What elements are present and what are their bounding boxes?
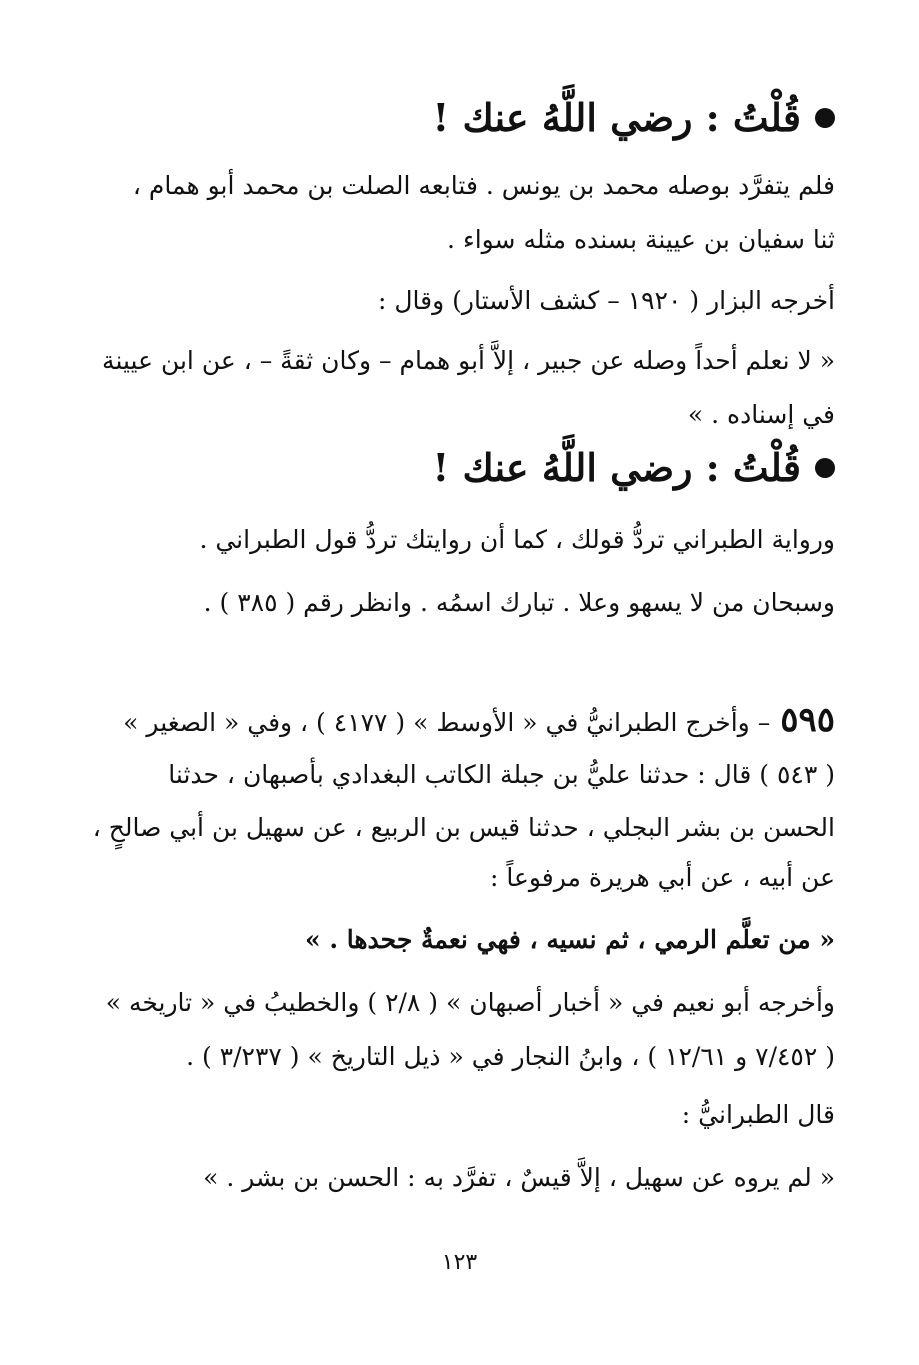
hadith-text: « من تعلَّم الرمي ، ثم نسيه ، فهي نعمةٌ جحدها . » (305, 925, 835, 954)
entry-number: ٥٩٥ (780, 700, 835, 740)
page-number: ١٢٣ (441, 1250, 478, 1275)
text-line: فلم يتفرَّد بوصله محمد بن يونس . فتابعه الصلت بن محمد أبو همام ، (132, 171, 835, 200)
text-line: في إسناده . » (687, 400, 835, 429)
text-line: أخرجه البزار ( ١٩٢٠ – كشف الأستار) وقال : (378, 286, 835, 315)
text-line: ثنا سفيان بن عيينة بسنده مثله سواء . (447, 225, 835, 254)
section-heading-1 (433, 92, 835, 144)
text-line: « لا نعلم أحداً وصله عن جبير ، إلاَّ أبو همام – وكان ثقةً – ، عن ابن عيينة (102, 346, 835, 375)
text-line: وأخرجه أبو نعيم في « أخبار أصبهان » ( ٢/٨ ) والخطيبُ في « تاريخه » (105, 988, 835, 1017)
text-line: الحسن بن بشر البجلي ، حدثنا قيس بن الربيع ، عن سهيل بن أبي صالحٍ ، (92, 813, 835, 842)
entry-first-text: – وأخرج الطبرانيُّ في « الأوسط » ( ٤١٧٧ ) ، وفي « الصغير » (123, 708, 771, 737)
text-line: عن أبيه ، عن أبي هريرة مرفوعاً : (489, 863, 835, 892)
text-line: ( ٧/٤٥٢ و ١٢/٦١ ) ، وابنُ النجار في « ذيل التاريخ » ( ٣/٢٣٧ ) . (186, 1042, 835, 1071)
entry-first-line (123, 700, 835, 743)
text-line: ورواية الطبراني تردُّ قولك ، كما أن روايتك تردُّ قول الطبراني . (199, 525, 835, 554)
text-line: قال الطبرانيُّ : (681, 1100, 835, 1129)
text-line: وسبحان من لا يسهو وعلا . تبارك اسمُه . وانظر رقم ( ٣٨٥ ) . (203, 588, 835, 617)
section-heading-2 (433, 442, 835, 494)
bullet-icon (815, 108, 835, 128)
text-line: « لم يروه عن سهيل ، إلاَّ قيسٌ ، تفرَّد به : الحسن بن بشر . » (203, 1163, 835, 1192)
text-line: ( ٥٤٣ ) قال : حدثنا عليُّ بن جبلة الكاتب البغدادي بأصبهان ، حدثنا (168, 760, 835, 789)
heading-text: قُلْتُ : رضي اللَّهُ عنك ! (432, 95, 801, 140)
bullet-icon (815, 458, 835, 478)
heading-text: قُلْتُ : رضي اللَّهُ عنك ! (432, 445, 801, 490)
